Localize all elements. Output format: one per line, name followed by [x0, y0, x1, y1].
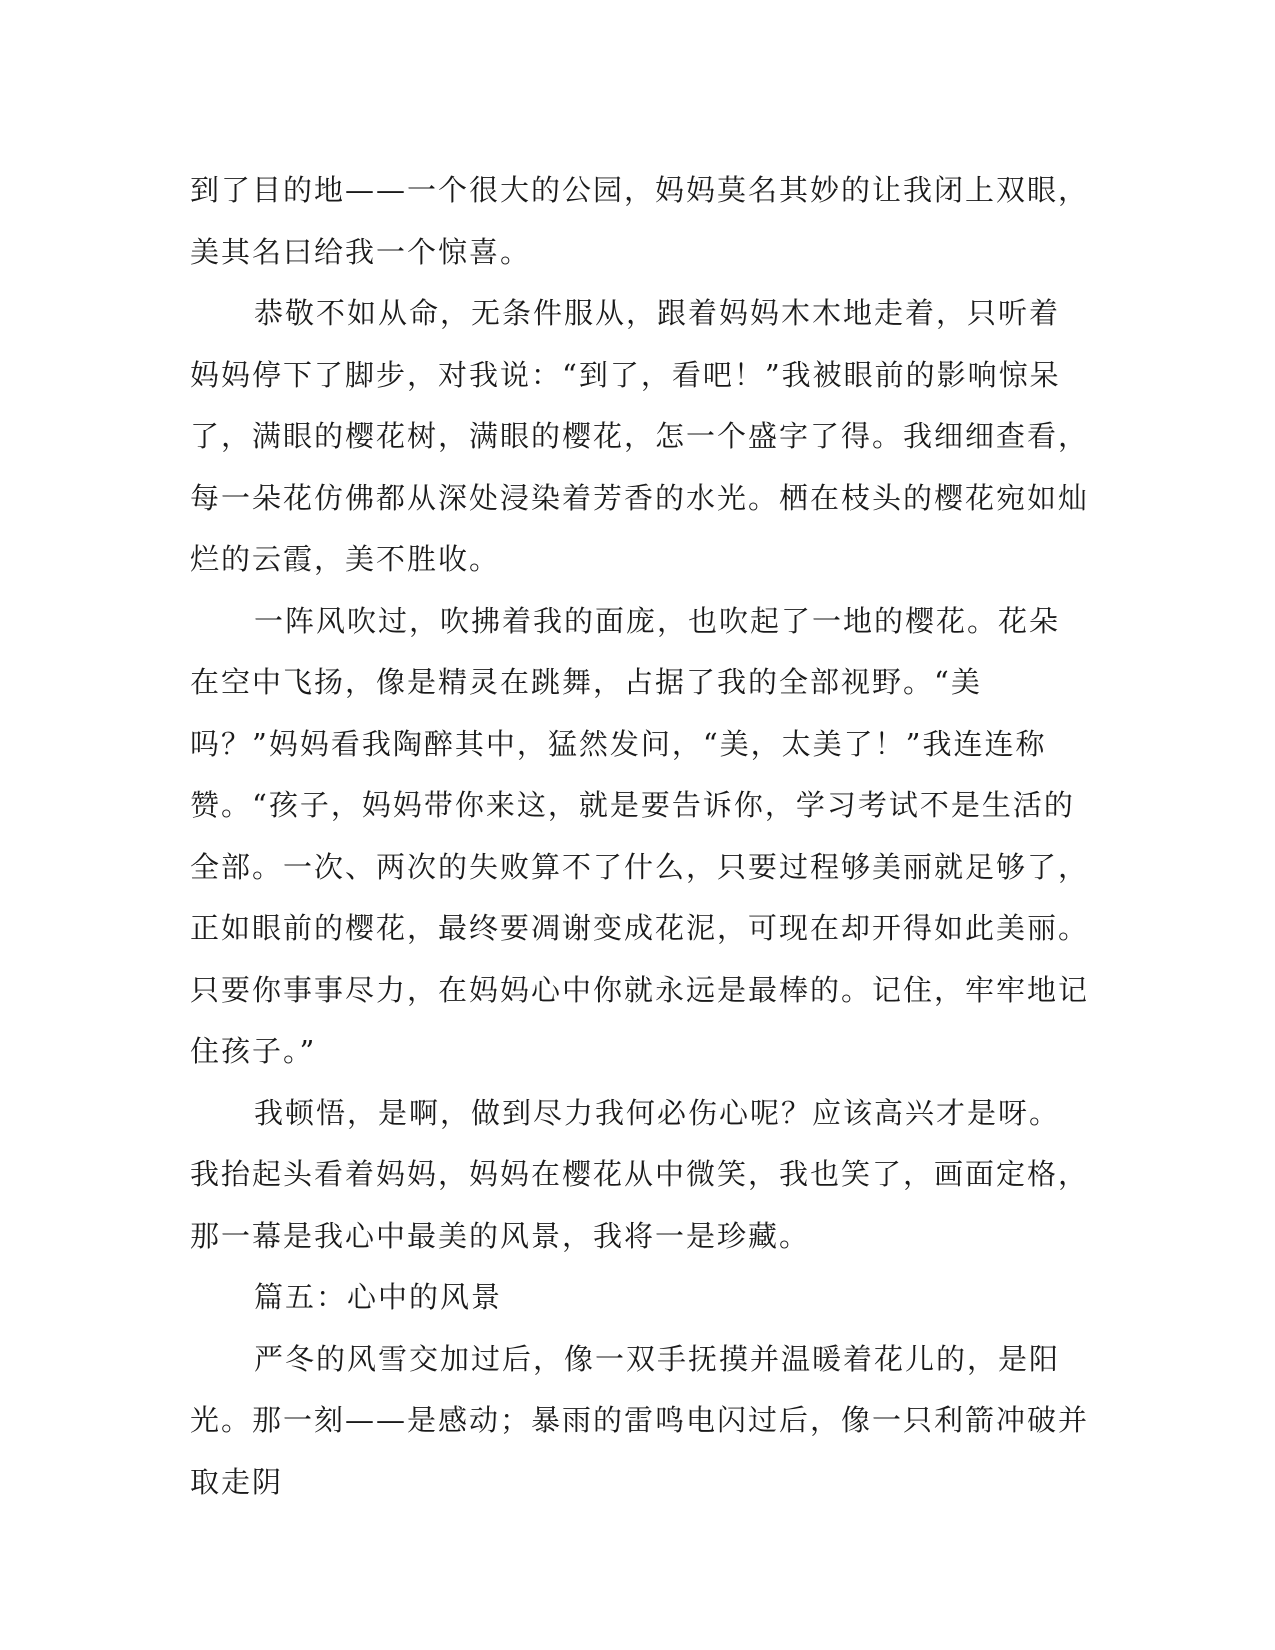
paragraph-4: 我顿悟，是啊，做到尽力我何必伤心呢？应该高兴才是呀。我抬起头看着妈妈，妈妈在樱花从中微笑，我也笑了，画面定格，那一幕是我心中最美的风景，我将一是珍藏。: [190, 1095, 1090, 1253]
paragraph-1: 到了目的地——一个很大的公园，妈妈莫名其妙的让我闭上双眼，美其名曰给我一个惊喜。: [190, 173, 1090, 269]
section-heading: 篇五：心中的风景: [254, 1280, 503, 1314]
paragraph-5: 严冬的风雪交加过后，像一双手抚摸并温暖着花儿的，是阳光。那一刻——是感动；暴雨的雷鸣电闪过后，像一只利箭冲破并取走阴: [190, 1341, 1090, 1499]
paragraph-2: 恭敬不如从命，无条件服从，跟着妈妈木木地走着，只听着妈妈停下了脚步，对我说：“到了，看吧！”我被眼前的影响惊呆了，满眼的樱花树，满眼的樱花，怎一个盛字了得。我细细查看，每一朵花仿佛都从深处浸染着芳香的水光。栖在枝头的樱花宛如灿烂的云霞，美不胜收。: [190, 296, 1090, 576]
document-body: [190, 160, 1090, 1513]
paragraph-3: 一阵风吹过，吹拂着我的面庞，也吹起了一地的樱花。花朵在空中飞扬，像是精灵在跳舞，占据了我的全部视野。“美吗？”妈妈看我陶醉其中，猛然发问，“美，太美了！”我连连称赞。“孩子，妈妈带你来这，就是要告诉你，学习考试不是生活的全部。一次、两次的失败算不了什么，只要过程够美丽就足够了，正如眼前的樱花，最终要凋谢变成花泥，可现在却开得如此美丽。只要你事事尽力，在妈妈心中你就永远是最棒的。记住，牢牢地记住孩子。”: [190, 603, 1090, 1068]
